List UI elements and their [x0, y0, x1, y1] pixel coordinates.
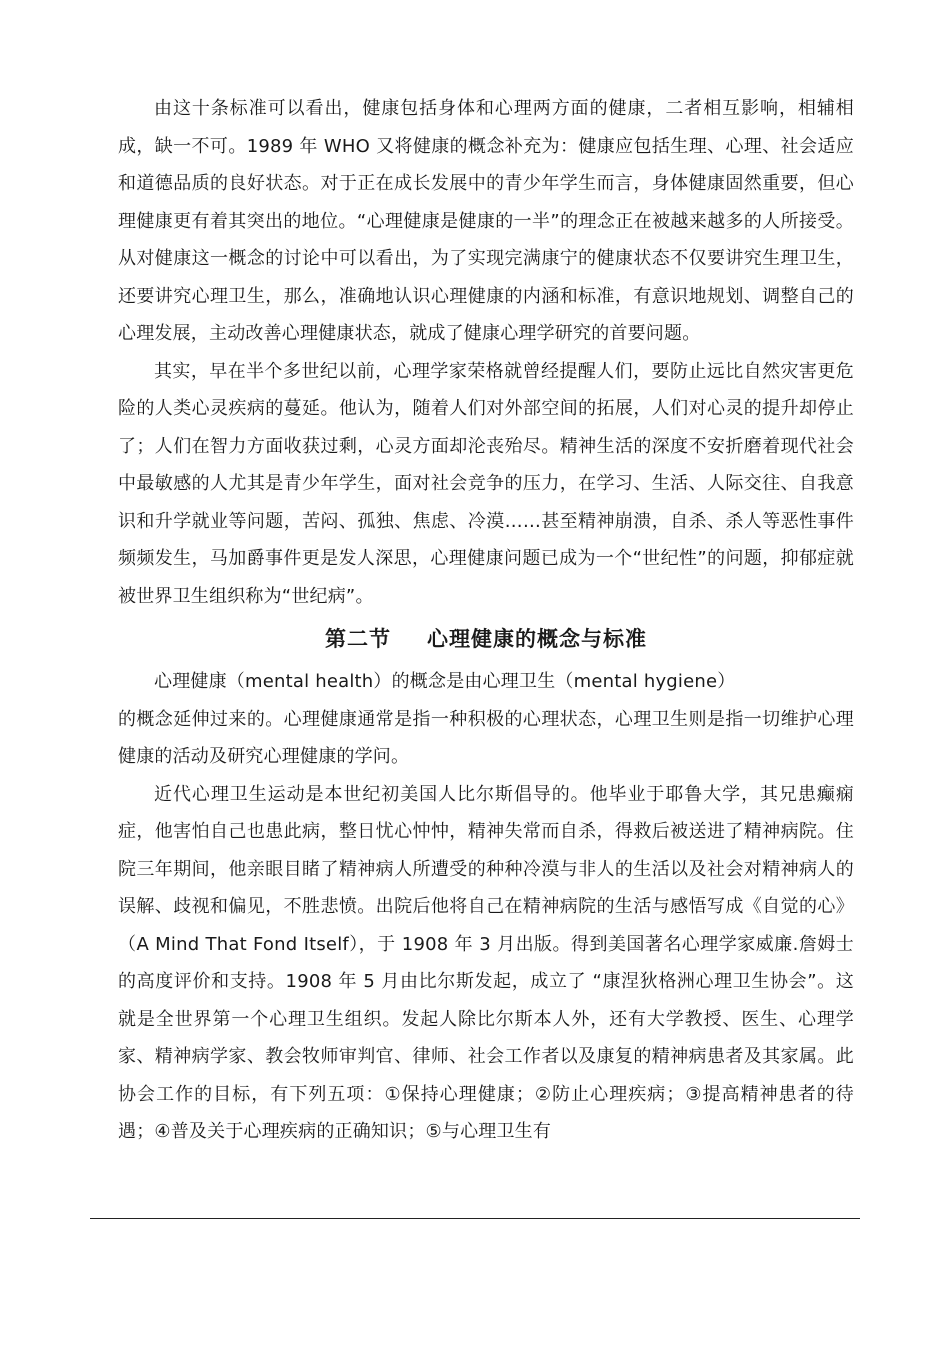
paragraph-mental-hygiene-movement: 近代心理卫生运动是本世纪初美国人比尔斯倡导的。他毕业于耶鲁大学，其兄患癫痫症，他害怕自己也患此病，整日忧心忡忡，精神失常而自杀，得救后被送进了精神病院。住院三年期间，他亲眼目睹了精神病人所遭受的种种冷漠与非人的生活以及社会对精神病人的误解、歧视和偏见，不胜悲愤。出院后他将自己在精神病院的生活与感悟写成《自觉的心》（A Mind That Fond Itself），于 1908 年 3 月出版。得到美国著名心理学家威廉.詹姆士的高度评价和支持。1908 年 5 月由比尔斯发起，成立了 “康涅狄格洲心理卫生协会”。这就是全世界第一个心理卫生组织。发起人除比尔斯本人外，还有大学教授、医生、心理学家、精神病学家、教会牧师审判官、律师、社会工作者以及康复的精神病患者及其家属。此协会工作的目标，有下列五项：①保持心理健康；②防止心理疾病；③提高精神患者的待遇；④普及关于心理疾病的正确知识；⑤与心理卫生有 — [118, 783, 854, 1142]
paragraph-mental-health-definition-line: 心理健康（mental health）的概念是由心理卫生（mental hygiene） — [154, 671, 736, 692]
section-title: 心理健康的概念与标准 — [427, 627, 647, 651]
paragraph-mental-health-definition: 的概念延伸过来的。心理健康通常是指一种积极的心理状态，心理卫生则是指一切维护心理健康的活动及研究心理健康的学问。 — [118, 708, 854, 767]
page-body — [118, 90, 854, 1151]
paragraph-jung-warning: 其实，早在半个多世纪以前，心理学家荣格就曾经提醒人们，要防止远比自然灾害更危险的人类心灵疾病的蔓延。他认为，随着人们对外部空间的拓展，人们对心灵的提升却停止了；人们在智力方面收获过剩，心灵方面却沦丧殆尽。精神生活的深度不安折磨着现代社会中最敏感的人尤其是青少年学生，面对社会竞争的压力，在学习、生活、人际交往、自我意识和升学就业等问题，苦闷、孤独、焦虑、冷漠……甚至精神崩溃，自杀、杀人等恶性事件频频发生，马加爵事件更是发人深思，心理健康问题已成为一个“世纪性”的问题，抑郁症就被世界卫生组织称为“世纪病”。 — [118, 360, 854, 607]
section-number: 第二节 — [325, 627, 391, 651]
footer-divider — [90, 1218, 860, 1219]
section-heading — [118, 615, 854, 663]
paragraph-health-standards: 由这十条标准可以看出，健康包括身体和心理两方面的健康，二者相互影响，相辅相成，缺一不可。1989 年 WHO 又将健康的概念补充为：健康应包括生理、心理、社会适应和道德品质的良好状态。对于正在成长发展中的青少年学生而言，身体健康固然重要，但心理健康更有着其突出的地位。“心理健康是健康的一半”的理念正在被越来越多的人所接受。从对健康这一概念的讨论中可以看出，为了实现完满康宁的健康状态不仅要讲究生理卫生，还要讲究心理卫生，那么，准确地认识心理健康的内涵和标准，有意识地规划、调整自己的心理发展，主动改善心理健康状态，就成了健康心理学研究的首要问题。 — [118, 98, 854, 344]
